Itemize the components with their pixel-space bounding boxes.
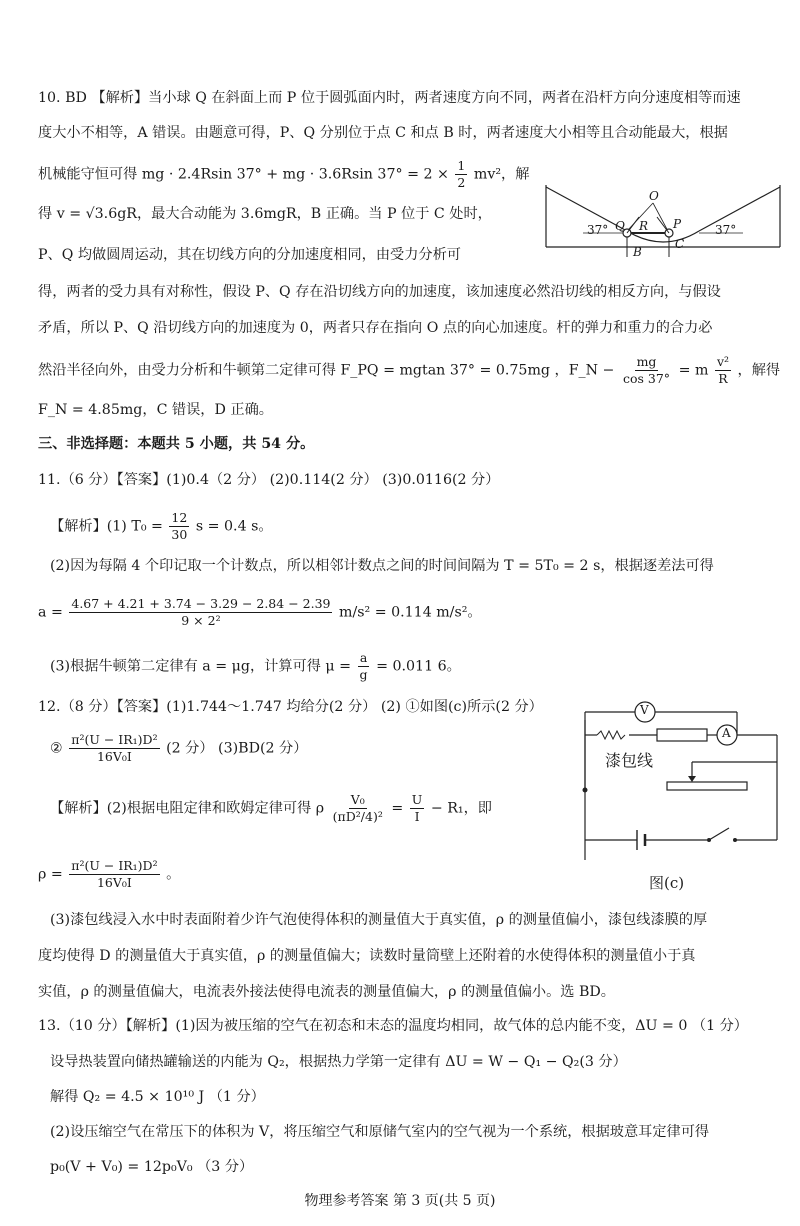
voltmeter-label: V [640,703,649,717]
fraction-mg-cos [621,354,672,387]
q11-line-5-text: (3)根据牛顿第二定律有 a = μg，计算可得 μ = [50,658,352,675]
fraction-numerator: 12 [171,510,188,525]
fraction-volume [331,792,385,825]
q12-line-1: 12.（8 分）【答案】(1)1.744～1.747 均给分(2 分） (2) ①如图(c)所示(2 分） [38,699,543,715]
fig1-label: 37° [715,223,737,237]
q12-line-5: (3)漆包线浸入水中时表面附着少许气泡使得体积的测量值大于真实值，ρ 的测量值偏小，漆包线漆膜的厚 [50,912,708,928]
fraction-v2-r [715,354,731,387]
q10-line-7: 矛盾，所以 P、Q 沿切线方向的加速度为 0，两者只存在指向 O 点的向心加速度。杆的弹力和重力的合力必 [38,320,713,336]
fraction-numerator: 1 [457,158,466,173]
q12-line-7: 实值，ρ 的测量值偏大，电流表外接法使得电流表的测量值偏大，ρ 的测量值偏小。选 BD。 [38,984,615,1000]
fraction-resistivity [69,732,159,765]
fig1-label: 37° [587,223,609,237]
fraction-numerator: U [411,792,423,807]
q13-line-2: 设导热装置向储热罐输送的内能为 Q₂，根据热力学第一定律有 ΔU = W − Q₁ − Q₂(3 分） [50,1054,627,1070]
q11-line-2-tail: s = 0.4 s。 [195,518,273,535]
q12-line-2 [50,732,307,765]
q12-line-4-text: ρ = [38,866,63,883]
q13-line-4: (2)设压缩空气在常压下的体积为 V，将压缩空气和原储气室内的空气视为一个系统，根据玻意耳定律可得 [50,1124,710,1140]
fraction-u-i [410,792,425,825]
figure-caption: 图(c) [649,874,685,892]
fraction-denominator: g [359,667,368,682]
q12-line-3-text: 【解析】(2)根据电阻定律和欧姆定律可得 ρ [50,800,325,817]
q10-line-6: 得，两者的受力具有对称性，假设 P、Q 存在沿切线方向的加速度，该加速度必然沿切线的相反方向，与假设 [38,284,721,300]
q12-line-4 [38,858,180,891]
fig1-label: C [675,237,685,251]
circuit-figure [577,690,787,890]
q12-line-6: 度均使得 D 的测量值大于真实值，ρ 的测量值偏大；读数时量筒壁上还附着的水使得体积的测量值小于真 [38,948,696,964]
fraction-denominator: 9 × 2² [181,613,221,628]
fraction-denominator: R [718,371,728,386]
fraction-denominator: cos 37° [622,371,671,386]
q11-line-4-tail: m/s² = 0.114 m/s²。 [339,604,482,621]
ammeter-label: A [722,726,731,740]
fig1-label: O [649,189,659,203]
q11-line-1: 11.（6 分）【答案】(1)0.4（2 分） (2)0.114(2 分） (3)0.0116(2 分） [38,472,500,488]
q10-line-5: P、Q 均做圆周运动，其在切线方向的分加速度相同，由受力分析可 [38,247,461,263]
page-footer: 物理参考答案 第 3 页(共 5 页) [304,1193,496,1209]
q12-line-2-tail: (2 分） (3)BD(2 分） [166,740,308,757]
fraction-numerator: π²(U − IR₁)D² [71,732,158,747]
fig1-label: P [673,217,682,231]
q10-line-1: 10. BD 【解析】当小球 Q 在斜面上而 P 位于圆弧面内时，两者速度方向不同，两者在沿杆方向分速度相等而速 [38,90,741,106]
fraction-denominator: (πD²/4)² [332,809,383,824]
q12-line-2-text: ② [50,740,63,757]
q10-line-3 [38,158,529,191]
fraction-numerator: π²(U − IR₁)D² [71,858,158,873]
fraction-a-g [358,650,370,683]
fraction-acceleration [69,596,332,629]
q10-line-4: 得 v = √3.6gR，最大合动能为 3.6mgR，B 正确。当 P 位于 C 处时， [38,206,492,222]
q10-line-8-mid: = m [678,362,709,379]
q10-line-8-tail: ，解得 [737,362,781,379]
fraction-numerator: a [359,650,368,665]
fraction-12-30 [169,510,189,543]
fig1-label: Q [615,219,625,233]
fraction-rho [69,858,159,891]
q11-line-4-text: a = [38,604,63,621]
fig1-label: R [639,219,649,233]
q11-line-5-tail: = 0.011 6。 [376,658,461,675]
fraction-numerator: v² [716,354,730,369]
fraction-numerator: V₀ [350,792,365,807]
incline-arc-figure [543,183,783,263]
fraction-numerator: mg [636,354,657,369]
q11-line-5 [50,650,461,683]
fraction-denominator: 16V₀I [96,875,132,890]
q10-line-3-tail: mv²，解 [473,166,530,183]
fraction-denominator: 16V₀I [96,749,132,764]
q11-line-4 [38,596,482,629]
q12-line-3 [50,792,492,825]
q11-line-2 [50,510,273,543]
q11-line-2-text: 【解析】(1) T₀ = [50,518,163,535]
q10-line-8 [38,354,780,387]
q12-line-3-mid: = [391,800,404,817]
q13-line-1: 13.（10 分）【解析】(1)因为被压缩的空气在初态和末态的温度均相同，故气体的总内能不变，ΔU = 0 （1 分） [38,1018,748,1034]
q13-line-3: 解得 Q₂ = 4.5 × 10¹⁰ J （1 分） [50,1089,265,1105]
q12-line-3-tail: − R₁，即 [430,800,492,817]
wire-label: 漆包线 [605,751,654,770]
q11-line-3: (2)因为每隔 4 个印记取一个计数点，所以相邻计数点之间的时间间隔为 T = 5T₀ = 2 s，根据逐差法可得 [50,558,714,574]
q10-line-9: F_N = 4.85mg，C 错误，D 正确。 [38,402,273,418]
fraction-one-half [455,158,467,191]
q10-line-2: 度大小不相等，A 错误。由题意可得，P、Q 分别位于点 C 和点 B 时，两者速度大小相等且合动能最大，根据 [38,125,728,141]
q10-line-8-text: 然沿半径向外，由受力分析和牛顿第二定律可得 F_PQ = mgtan 37° = 0.75mg ，F_N − [38,362,615,379]
q12-line-4-tail: 。 [166,866,181,883]
fraction-denominator: 30 [171,527,188,542]
fraction-denominator: I [414,809,420,824]
q10-line-3-text: 机械能守恒可得 mg · 2.4Rsin 37° + mg · 3.6Rsin 37° = 2 × [38,166,449,183]
fraction-denominator: 2 [457,175,466,190]
fraction-numerator: 4.67 + 4.21 + 3.74 − 3.29 − 2.84 − 2.39 [71,596,331,611]
section-heading: 三、非选择题：本题共 5 小题，共 54 分。 [38,436,315,452]
q13-line-5: p₀(V + V₀) = 12p₀V₀ （3 分） [50,1159,254,1175]
fig1-label: B [633,245,642,259]
